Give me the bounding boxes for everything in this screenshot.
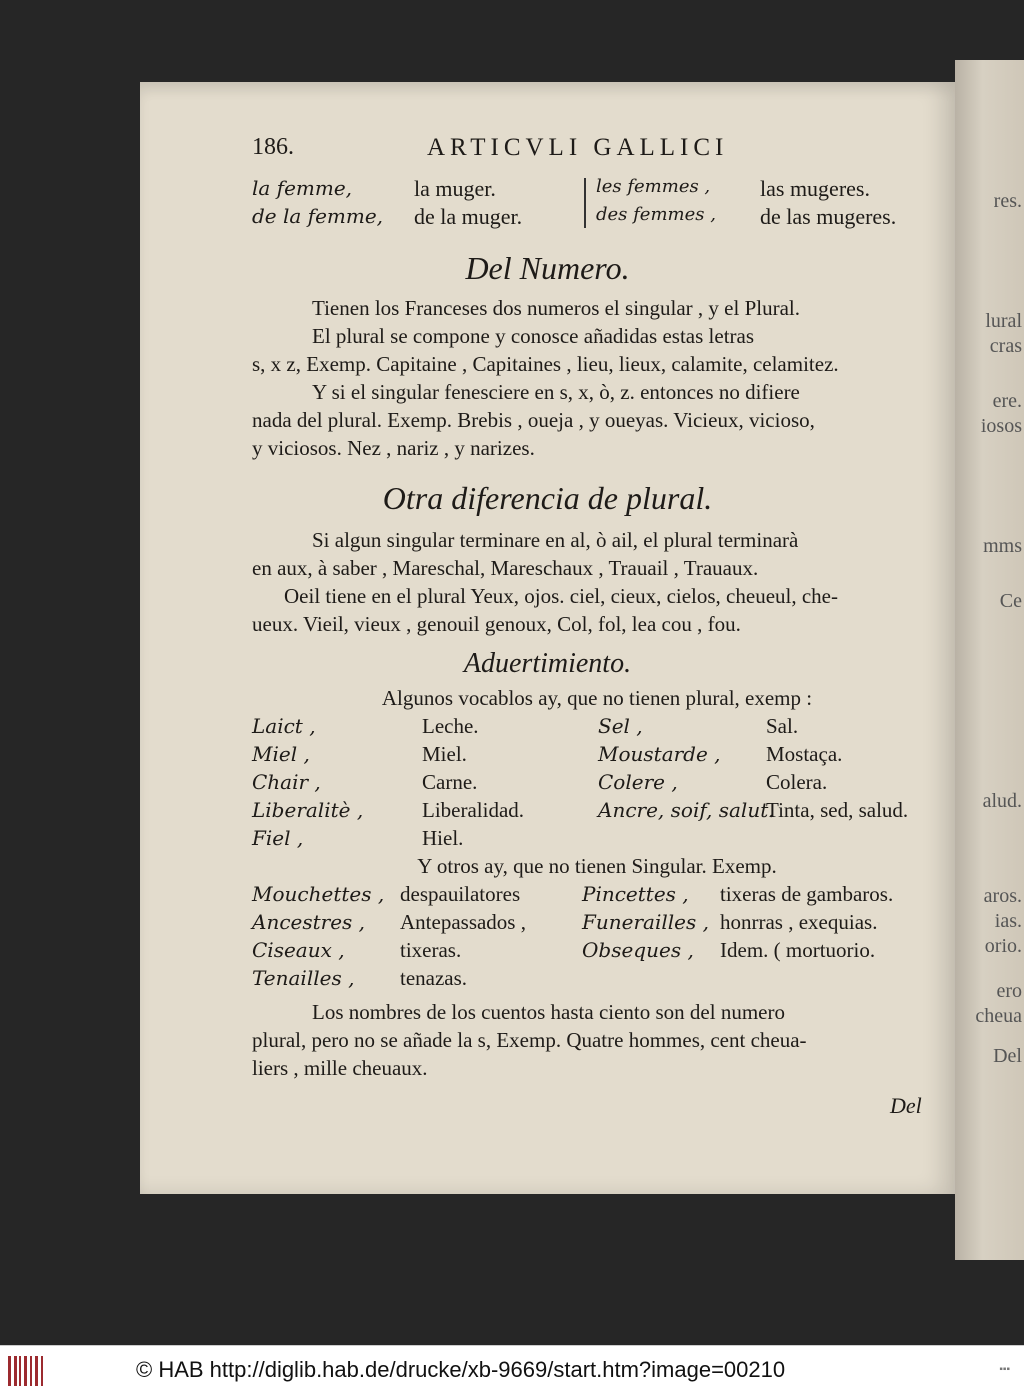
facing-fragment: ias. (994, 910, 1022, 932)
vocab-es: Tinta, sed, salud. (766, 798, 909, 822)
section-heading-numero: Del Numero. (465, 250, 630, 286)
paragraph-line: Algunos vocablos ay, que no tienen plural, exemp : (381, 686, 813, 710)
paragraph-line: liers , mille cheuaux. (252, 1056, 428, 1080)
vocab-fr: Ciseaux , (252, 938, 345, 962)
vocab-row (140, 798, 955, 828)
facing-fragment: ero (996, 980, 1022, 1002)
copyright-url[interactable]: © HAB http://diglib.hab.de/drucke/xb-9669/start.htm?image=00210 (136, 1357, 786, 1382)
paragraph-line: nada del plural. Exemp. Brebis , oueja , y oueyas. Vicieux, vicioso, (252, 408, 815, 432)
vocab-fr: Chair , (252, 770, 321, 794)
facing-fragment: aros. (983, 885, 1022, 907)
page-header (252, 134, 942, 174)
corner-mark-icon: ▪▪▪ (999, 1364, 1010, 1375)
vocab-es: Idem. ( mortuorio. (720, 938, 876, 962)
fr-plural: les femmes , (596, 176, 711, 197)
vocab-es: Colera. (766, 770, 828, 794)
vocab-fr: Obseques , (582, 938, 694, 962)
vocab-es: Miel. (422, 742, 467, 766)
facing-fragment: alud. (982, 790, 1022, 812)
section-heading-aduertimiento: Aduertimiento. (463, 648, 632, 679)
facing-fragment: ere. (992, 390, 1022, 412)
facing-fragment: res. (993, 190, 1022, 212)
column-divider (584, 178, 586, 228)
paragraph-line: Si algun singular terminare en al, ò ail, el plural terminarà (312, 528, 799, 552)
vocab-fr: Funerailles , (582, 910, 709, 934)
vocab-row (140, 882, 955, 912)
facing-fragment: mms (983, 535, 1022, 557)
vocab-row (140, 714, 955, 744)
facing-fragment: orio. (984, 935, 1022, 957)
vocab-row (140, 770, 955, 800)
vocab-es: despauilatores (400, 882, 521, 906)
vocab-es: tenazas. (400, 966, 468, 990)
vocab-fr: Pincettes , (582, 882, 689, 906)
vocab-es: Antepassados , (400, 910, 526, 934)
paragraph-line: Los nombres de los cuentos hasta ciento son del numero (312, 1000, 785, 1024)
vocab-es: tixeras de gambaros. (720, 882, 894, 906)
paragraph-line: El plural se compone y conosce añadidas estas letras (312, 324, 755, 348)
article-row (140, 204, 955, 234)
paragraph-line: s, x z, Exemp. Capitaine , Capitaines , lieu, lieux, calamite, celamitez. (252, 352, 839, 376)
fr-singular: de la femme, (252, 204, 384, 228)
hab-barcode-icon (8, 1356, 46, 1386)
vocab-fr: Fiel , (252, 826, 304, 850)
footer-bar (0, 1345, 1024, 1395)
facing-fragment: Del (993, 1045, 1022, 1067)
facing-fragment: cras (989, 335, 1022, 357)
es-plural: las mugeres. (760, 176, 870, 201)
es-singular: de la muger. (414, 204, 523, 229)
es-singular: la muger. (414, 176, 496, 201)
book-page (140, 82, 955, 1194)
vocab-fr: Ancre, soif, salut. (598, 798, 775, 822)
facing-fragment: lural (985, 310, 1022, 332)
vocab-es: Leche. (422, 714, 479, 738)
vocab-es: Carne. (422, 770, 478, 794)
running-title: ARTICVLI GALLICI (427, 134, 729, 161)
vocab-es: Hiel. (422, 826, 464, 850)
paragraph-line: Y otros ay, que no tienen Singular. Exemp. (417, 854, 777, 878)
section-heading-plural: Otra diferencia de plural. (382, 480, 713, 516)
vocab-fr: Ancestres , (252, 910, 366, 934)
vocab-fr: Laict , (252, 714, 316, 738)
vocab-es: honrras , exequias. (720, 910, 878, 934)
facing-fragment: Ce (999, 590, 1022, 612)
es-plural: de las mugeres. (760, 204, 897, 229)
vocab-es: tixeras. (400, 938, 462, 962)
vocab-row (140, 826, 955, 856)
vocab-fr: Sel , (598, 714, 643, 738)
vocab-es: Mostaça. (766, 742, 843, 766)
article-row (140, 176, 955, 206)
vocab-fr: Mouchettes , (252, 882, 385, 906)
vocab-row (140, 742, 955, 772)
facing-fragment: cheua (975, 1005, 1022, 1027)
vocab-fr: Miel , (252, 742, 310, 766)
page-number: 186. (252, 134, 294, 160)
vocab-es: Liberalidad. (422, 798, 525, 822)
fr-plural: des femmes , (596, 204, 716, 225)
fr-singular: la femme, (252, 176, 353, 200)
vocab-fr: Tenailles , (252, 966, 355, 990)
facing-page-edge (955, 60, 1024, 1260)
vocab-row (140, 938, 955, 968)
paragraph-line: plural, pero no se añade la s, Exemp. Quatre hommes, cent cheua- (252, 1028, 807, 1052)
vocab-es: Sal. (766, 714, 799, 738)
vocab-fr: Moustarde , (598, 742, 721, 766)
vocab-fr: Liberalitè , (252, 798, 364, 822)
paragraph-line: en aux, à saber , Mareschal, Mareschaux , Trauail , Trauaux. (252, 556, 759, 580)
catchword: Del (890, 1093, 922, 1118)
paragraph-line: ueux. Vieil, vieux , genouil genoux, Col, fol, lea cou , fou. (252, 612, 741, 636)
vocab-row (140, 966, 955, 996)
vocab-fr: Colere , (598, 770, 678, 794)
vocab-row (140, 910, 955, 940)
paragraph-line: Oeil tiene en el plural Yeux, ojos. ciel, cieux, cielos, cheueul, che- (284, 584, 838, 608)
paragraph-line: Y si el singular fenesciere en s, x, ò, z. entonces no difiere (312, 380, 800, 404)
paragraph-line: Tienen los Franceses dos numeros el singular , y el Plural. (312, 296, 800, 320)
facing-fragment: iosos (980, 415, 1022, 437)
paragraph-line: y viciosos. Nez , nariz , y narizes. (252, 436, 535, 460)
